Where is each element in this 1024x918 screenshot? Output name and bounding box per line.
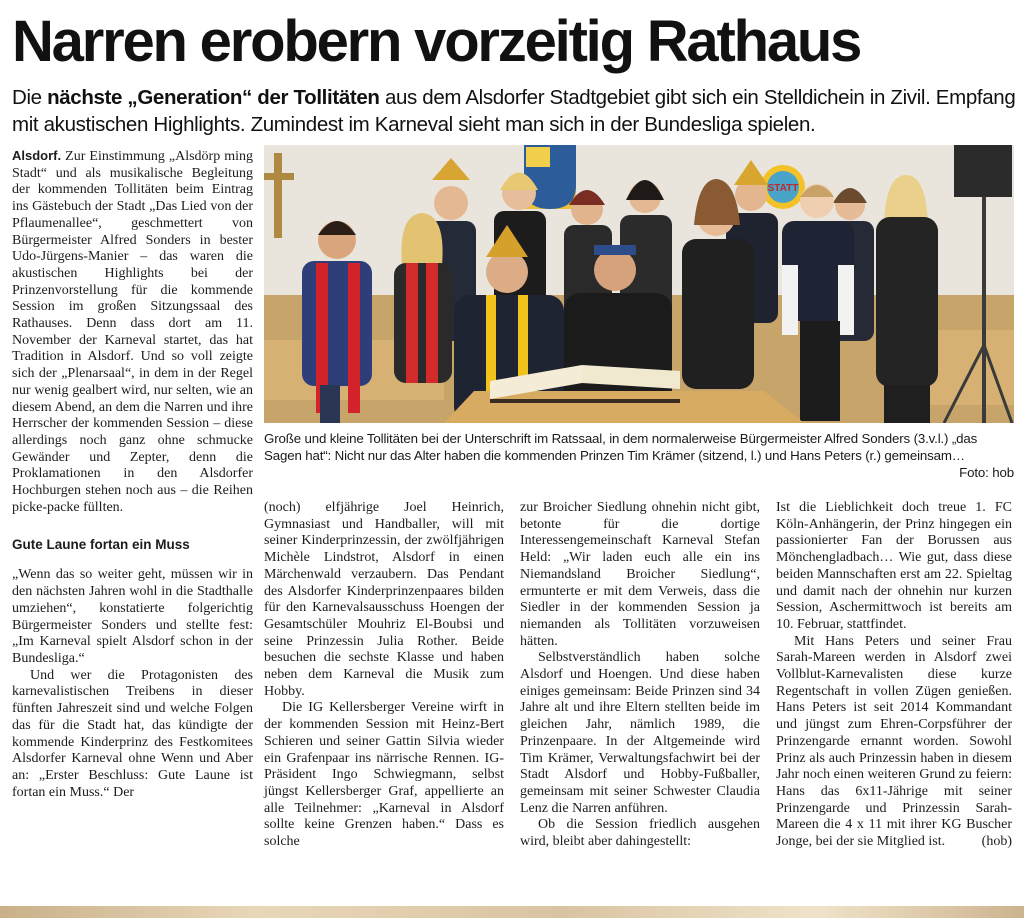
column4-paragraph-2: [776, 634, 1012, 851]
headline: Narren erobern vorzeitig Rathaus: [12, 9, 861, 74]
column3-paragraph-3: Ob die Session friedlich ausgehen wird, bleibt aber dahingestellt:: [520, 817, 760, 850]
article-column-4: [776, 500, 1012, 851]
photo-caption: [264, 430, 1014, 481]
article-column-1: [12, 148, 253, 801]
article-photo: [264, 145, 1014, 423]
column3-paragraph-2: Selbstverständlich haben solche Alsdorf und Hoengen. Und diese haben einiges gemeinsam: Beide Prinzen sind 34 Jahre alt und ihre Eltern stellten beide im gleichen Jahr, nämlich 1989, die Prinzenpaare. In der Altgemeinde wird Tim Krämer, Verwaltungsfachwirt bei der Stadt Alsdorf und Hobby-Fußballer, gemeinsam mit seiner Schwester Claudia Lenz die Narren anführen.: [520, 650, 760, 816]
author-initials: (hob): [981, 834, 1012, 850]
column1-p1-text: Zur Einstimmung „Alsdörp ming Stadt“ und als musikalische Begleitung der kommenden Tollitäten beim Eintrag ins Gästebuch der Stadt „Das Lied von der Pflaumenallee“, geschmettert von Bürgermeister Alfred Sonders in bester Udo-Jürgens-Manier – das waren die akustischen Highlights bei der Prinzenvorstellung für die kommende Session im großen Sitzungssaal des Rathauses. Denn dass dort am 11. November der Karneval startet, das hat Tradition in Alsdorf. Und so voll zeigte sich der „Plenarsaal“, in dem in der Regel nur wenig gealbert wird, nur selten, wie an diesem Abend, an dem die Narren und ihre Herrscher der kommenden Session – diese allerdings noch ganz ohne schmucke Gewänder und Zepter, denn die Proklamationen in den Alsdorfer Hochburgen stehen noch aus – die Reihen picke-packe füllten.: [12, 149, 253, 515]
caption-text: Große und kleine Tollitäten bei der Unterschrift im Ratssaal, in dem normalerweise Bürgermeister Alfred Sonders (3.v.l.) „das Sagen hat“: Nicht nur das Alter haben die kommenden Prinzen Tim Krämer (sitzend, l.) und Hans Peters (r.) gemeinsam…: [264, 431, 978, 463]
column2-paragraph-2: Die IG Kellersberger Vereine wirft in der kommenden Session mit Heinz-Bert Schieren und seiner Gattin Silvia wieder ein Grafenpaar ins närrische Rennen. IG-Präsident Ingo Schwiegmann, selbst jüngst Kellersberger Graf, appellierte an alle Teilnehmer: „Karneval in Alsdorf sollte keine Grenzen haben.“ Dass es solche: [264, 700, 504, 850]
subhead-pre: Die: [12, 86, 48, 109]
article-column-3: [520, 500, 760, 851]
article-column-2: [264, 500, 504, 851]
column3-paragraph-1: zur Broicher Siedlung ohnehin nicht gibt, betonte für die dortige Interessengemeinschaft Karneval Stefan Held: „Wir laden euch alle ein ins Niemandsland Broicher Siedlung“, ermunterte er mit dem Verweis, dass die Siedler in der kommenden Session ja niemanden als Tollitäten vorzuweisen hätten.: [520, 500, 760, 649]
column4-paragraph-1: Ist die Lieblichkeit doch treue 1. FC Köln-Anhängerin, der Prinz hingegen ein passionierter Fan der Borussen aus Mönchengladbach… Wie gut, dass diese beiden Mannschaften erst am 22. Spieltag und damit nach der ohnehin nur kurzen Session, Aschermittwoch ist bereits am 10. Februar, stattfindet.: [776, 500, 1012, 632]
column1-paragraph-2: „Wenn das so weiter geht, müssen wir in den nächsten Jahren wohl in die Stadthalle umziehen“, konstatierte folgerichtig Bürgermeister Sonders und stellte fest: „Im Karneval spielt Alsdorf schon in der Bundesliga.“: [12, 567, 253, 666]
badge-statt-icon: [761, 165, 805, 209]
photo-credit: Foto: hob: [959, 465, 1014, 480]
subheadline: [12, 84, 1017, 138]
badge-text: STATT: [767, 183, 799, 194]
dateline: Alsdorf.: [12, 148, 62, 163]
column4-p2-text: Mit Hans Peters und seiner Frau Sarah-Mareen werden in Alsdorf zwei Vollblut-Karnevalisten diese kurze Regentschaft in vollen Zügen genießen. Hans Peters ist seit 2014 Kommandant und jüngst zum Ehren-Corpsführer der Prinzengarde ernannt worden. Sowohl Prinz als auch Prinzessin haben in diesem Jahr noch einen weiteren Grund zu feiern: Hans das 6x11-Jährige mit seiner Prinzengarde und Prinzessin Sarah-Mareen die 4 x 11 mit ihrer KG Buscher Jonge, bei der sie Mitglied ist.: [776, 633, 1012, 850]
column1-subheading: Gute Laune fortan ein Muss: [12, 537, 190, 553]
subhead-bold: nächste „Generation“ der Tollitäten: [47, 86, 380, 109]
bottom-image-strip: [0, 906, 1024, 918]
column2-paragraph-1: (noch) elfjährige Joel Heinrich, Gymnasiast und Handballer, will mit seiner Kinderprinzessin, der zwölfjährigen Michèle Lindstrot, Alsdorf in einen Märchenwald verzaubern. Das Pendant des Alsdorfer Kinderprinzenpaares bilden für den Karnevalsausschuss Hoengen der Gesamtschüler Mouhriz El-Boubsi und seine Prinzessin Julia Rother. Beide besuchen die sechste Klasse und haben neben dem Karneval die Musik zum Hobby.: [264, 500, 504, 699]
column1-paragraph-1: [12, 148, 253, 516]
column1-paragraph-3: Und wer die Protagonisten des karnevalistischen Treibens in dieser fünften Jahreszeit sind und welche Folgen das für die Stadt hat, das kündigte der kommende Kinderprinz des Festkomitees Alsdorfer Karneval ohne Wenn und Aber an: „Erster Beschluss: Gute Laune ist fortan ein Muss.“ Der: [12, 667, 253, 800]
subhead-post: aus dem Alsdorfer Stadtgebiet gibt sich ein Stelldichein in Zivil. Empfang mit akustischen Highlights. Zumindest im Karneval sieht man sich in der Bundesliga spielen.: [12, 86, 1016, 136]
